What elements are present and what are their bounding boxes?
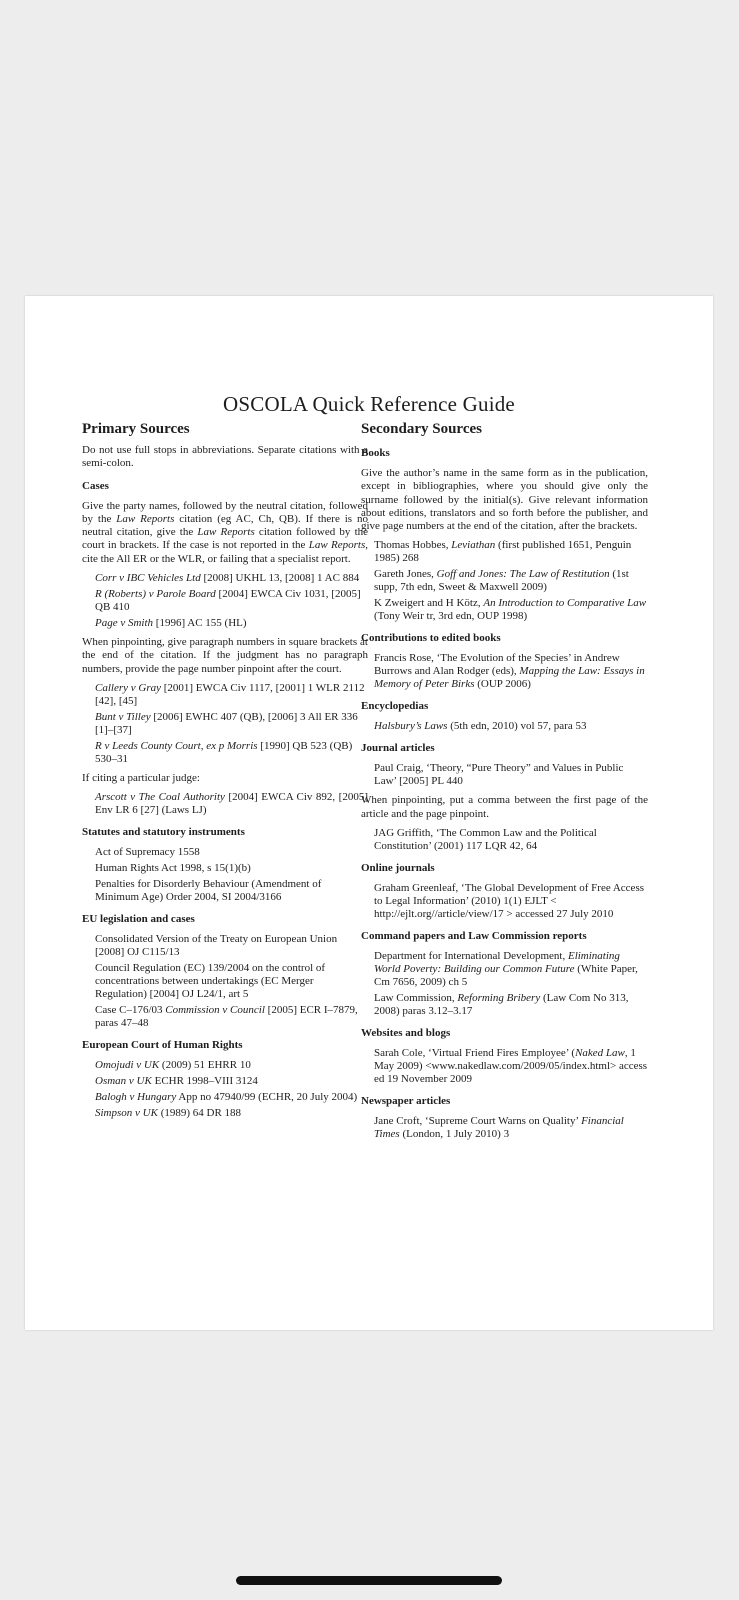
echr-item: Omojudi v UK (2009) 51 EHRR 10 (95, 1059, 251, 1072)
eu-heading: EU legislation and cases (82, 913, 195, 926)
judge-paragraph: If citing a particular judge: (82, 771, 200, 784)
echr-item: Simpson v UK (1989) 64 DR 188 (95, 1107, 242, 1120)
pinpoint-paragraph: When pinpointing, give paragraph numbers in square brackets at the end of the citation. If the judgment has no paragraph numbers, provide the page number pinpoint after the court. (82, 636, 368, 675)
journal-item: Paul Craig, ‘Theory, “Pure Theory” and Values in Public Law’ [2005] PL 440 (374, 762, 624, 788)
online-journals-heading: Online journals (361, 862, 435, 875)
eu-list (82, 933, 368, 1030)
book-item: K Zweigert and H Kötz, An Introduction to Comparative Law (Tony Weir tr, 3rd edn, OUP 1998) (374, 597, 647, 623)
command-paper-item: Law Commission, Reforming Bribery (Law Com No 313, 2008) paras 3.12–3.17 (374, 992, 629, 1018)
online-journal-item: Graham Greenleaf, ‘The Global Development of Free Access to Legal Information’ (2010) 1(1) EJLT < http://ejlt.org//article/view/17 > accessed 27 July 2010 (374, 882, 644, 921)
case-example: Callery v Gray [2001] EWCA Civ 1117, [2001] 1 WLR 2112 [42], [45] (95, 681, 365, 707)
secondary-sources-heading: Secondary Sources (361, 421, 482, 437)
document-page (25, 296, 713, 1330)
contributions-list (361, 652, 648, 691)
statutes-heading: Statutes and statutory instruments (82, 826, 245, 839)
eu-item: Council Regulation (EC) 139/2004 on the control of concentrations between undertakings (EC Merger Regulation) [2004] OJ L24/1, art 5 (95, 962, 326, 1001)
command-papers-list (361, 950, 648, 1018)
website-item: Sarah Cole, ‘Virtual Friend Fires Employee’ (Naked Law, 1 May 2009) <www.nakedlaw.com/2009/05/index.html> accessed 19 November 2009 (374, 1047, 648, 1086)
case-example: R (Roberts) v Parole Board [2004] EWCA Civ 1031, [2005] QB 410 (95, 588, 361, 614)
book-item: Thomas Hobbes, Leviathan (first published 1651, Penguin 1985) 268 (374, 539, 632, 565)
encyclopedias-list (361, 720, 648, 733)
cases-examples (82, 572, 368, 630)
journals-pinpoint-paragraph: When pinpointing, put a comma between the first page of the article and the page pinpoint. (361, 794, 648, 820)
home-indicator[interactable] (236, 1576, 502, 1585)
eu-item: Case C–176/03 Commission v Council [2005] ECR I–7879, paras 47–48 (95, 1004, 358, 1030)
case-example: Corr v IBC Vehicles Ltd [2008] UKHL 13, [2008] 1 AC 884 (95, 572, 360, 585)
journals-example-1 (361, 762, 648, 788)
command-paper-item: Department for International Development, Eliminating World Poverty: Building our Common Future (White Paper, Cm 7656, 2009) ch 5 (374, 950, 638, 989)
websites-heading: Websites and blogs (361, 1027, 451, 1040)
case-example: Page v Smith [1996] AC 155 (HL) (95, 617, 247, 630)
judge-examples (82, 791, 368, 817)
page-title: OSCOLA Quick Reference Guide (223, 392, 515, 416)
book-item: Gareth Jones, Goff and Jones: The Law of Restitution (1st supp, 7th edn, Sweet & Maxwell 2009) (374, 568, 629, 594)
books-heading: Books (361, 447, 390, 459)
statutes-list (82, 846, 368, 904)
case-example: Bunt v Tilley [2006] EWHC 407 (QB), [2006] 3 All ER 336 [1]–[37] (95, 710, 358, 736)
echr-list (82, 1059, 368, 1120)
newspapers-list (361, 1115, 648, 1141)
encyclopedia-item: Halsbury’s Laws (5th edn, 2010) vol 57, para 53 (374, 720, 587, 733)
primary-sources-heading: Primary Sources (82, 421, 190, 437)
case-example: R v Leeds County Court, ex p Morris [1990] QB 523 (QB) 530–31 (95, 739, 353, 765)
statute-item: Penalties for Disorderly Behaviour (Amendment of Minimum Age) Order 2004, SI 2004/3166 (95, 878, 322, 904)
statute-item: Human Rights Act 1998, s 15(1)(b) (95, 862, 251, 875)
secondary-sources-column (361, 420, 648, 1147)
primary-intro: Do not use full stops in abbreviations. Separate citations with a semi-colon. (82, 444, 368, 470)
echr-item: Balogh v Hungary App no 47940/99 (ECHR, 20 July 2004) (95, 1091, 358, 1104)
journals-example-2 (361, 827, 648, 853)
cases-paragraph: Give the party names, followed by the neutral citation, followed by the Law Reports citation (eg AC, Ch, QB). If there is no neutral citation, give the Law Reports citation followed by the court in brackets. If the case is not reported in the Law Reports, cite the All ER or the WLR, or failing that a specialist report. (82, 499, 369, 565)
statute-item: Act of Supremacy 1558 (95, 846, 200, 859)
pinpoint-examples (82, 682, 368, 766)
echr-item: Osman v UK ECHR 1998–VIII 3124 (95, 1075, 258, 1088)
newspapers-heading: Newspaper articles (361, 1095, 451, 1108)
primary-sources-column (82, 420, 368, 1126)
online-journals-list (361, 882, 648, 921)
contribution-item: Francis Rose, ‘The Evolution of the Species’ in Andrew Burrows and Alan Rodger (eds), Mapping the Law: Essays in Memory of Peter Birks (OUP 2006) (374, 652, 645, 691)
echr-heading: European Court of Human Rights (82, 1039, 243, 1052)
newspaper-item: Jane Croft, ‘Supreme Court Warns on Quality’ Financial Times (London, 1 July 2010) 3 (374, 1115, 624, 1141)
command-papers-heading: Command papers and Law Commission reports (361, 930, 587, 943)
journal-item: JAG Griffith, ‘The Common Law and the Political Constitution’ (2001) 117 LQR 42, 64 (374, 827, 597, 853)
cases-heading: Cases (82, 479, 109, 492)
encyclopedias-heading: Encyclopedias (361, 700, 429, 713)
journals-heading: Journal articles (361, 742, 435, 755)
websites-list (361, 1047, 648, 1086)
eu-item: Consolidated Version of the Treaty on European Union [2008] OJ C115/13 (95, 933, 338, 959)
books-list (361, 539, 648, 623)
books-intro: Give the author’s name in the same form as in the publication, except in bibliographies, where you should give only the surname followed by the initial(s). Give relevant information about editions, translators and so forth before the publisher, and give page numbers at the end of the citation, after the brackets. (361, 467, 648, 533)
contributions-heading: Contributions to edited books (361, 632, 501, 645)
case-example: Arscott v The Coal Authority [2004] EWCA Civ 892, [2005] Env LR 6 [27] (Laws LJ) (95, 791, 369, 817)
